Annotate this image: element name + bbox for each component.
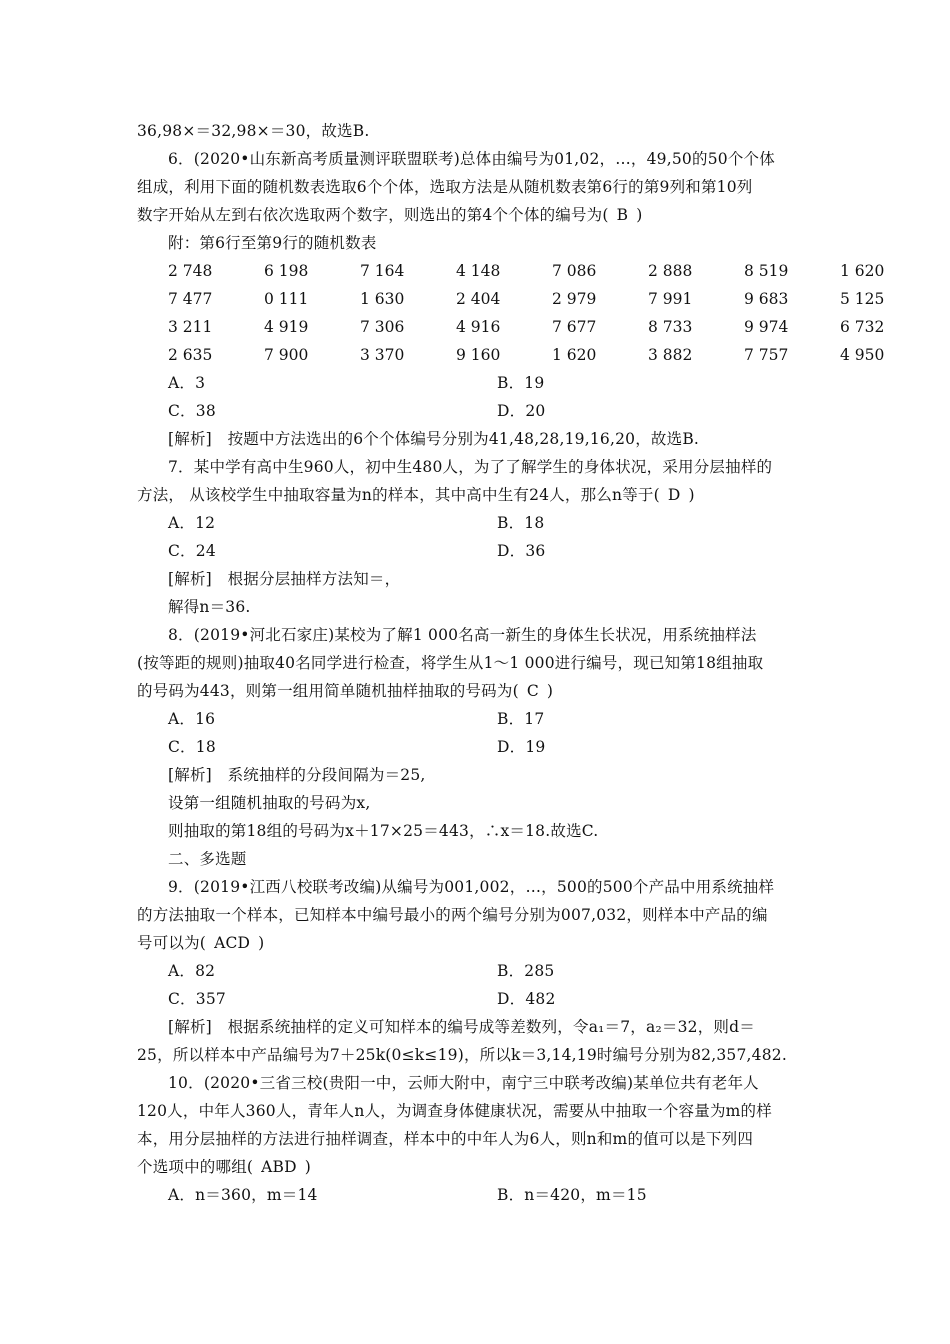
paren-close: ) — [258, 934, 265, 952]
table-cell: 7 900 — [264, 346, 309, 364]
option-d: D．19 — [497, 738, 546, 756]
option-b: B．17 — [497, 710, 545, 728]
option-d: D．482 — [497, 990, 556, 1008]
question-8-line-1: 8．(2019•河北石家庄)某校为了解1 000名高一新生的身体生长状况，用系统抽样法 — [168, 626, 757, 644]
table-cell: 5 125 — [840, 290, 885, 308]
table-cell: 7 477 — [168, 290, 213, 308]
answer-q6: B — [616, 206, 629, 224]
option-a: A．16 — [168, 710, 216, 728]
table-cell: 7 677 — [552, 318, 597, 336]
answer-q10: ABD — [261, 1158, 297, 1176]
question-9-line-3 — [137, 933, 264, 953]
option-c: C．38 — [168, 402, 216, 420]
question-9-line-2: 的方法抽取一个样本，已知样本中编号最小的两个编号分别为007,032，则样本中产品的编 — [137, 906, 768, 924]
option-a: A．82 — [168, 962, 216, 980]
text-line: 36,98×＝32,98×＝30，故选B. — [137, 122, 370, 140]
table-cell: 2 888 — [648, 262, 693, 280]
table-cell: 7 757 — [744, 346, 789, 364]
solution-q7-line-2: 解得n＝36. — [168, 598, 251, 616]
table-cell: 7 306 — [360, 318, 405, 336]
table-cell: 4 919 — [264, 318, 309, 336]
table-cell: 7 164 — [360, 262, 405, 280]
table-cell: 6 732 — [840, 318, 885, 336]
table-cell: 6 198 — [264, 262, 309, 280]
question-10-line-3: 本，用分层抽样的方法进行抽样调查，样本中的中年人为6人，则n和m的值可以是下列四 — [137, 1130, 754, 1148]
option-b: B．19 — [497, 374, 545, 392]
question-8-line-2: (按等距的规则)抽取40名同学进行检查，将学生从1～1 000进行编号，现已知第18组抽取 — [137, 654, 764, 672]
table-cell: 3 882 — [648, 346, 693, 364]
question-6-line-2: 组成，利用下面的随机数表选取6个个体，选取方法是从随机数表第6行的第9列和第10列 — [137, 178, 753, 196]
answer-q7: D — [667, 486, 681, 504]
paren-close: ) — [636, 206, 643, 224]
question-8-line-3 — [137, 681, 553, 701]
solution-q7-line-1: [解析] 根据分层抽样方法知＝， — [168, 570, 401, 588]
table-cell: 9 160 — [456, 346, 501, 364]
table-cell: 3 370 — [360, 346, 405, 364]
table-cell: 1 620 — [840, 262, 885, 280]
table-cell: 1 620 — [552, 346, 597, 364]
option-a: A．n＝360，m＝14 — [168, 1186, 318, 1204]
table-cell: 4 916 — [456, 318, 501, 336]
paren-close: ) — [688, 486, 695, 504]
answer-q8: C — [526, 682, 539, 700]
table-cell: 8 733 — [648, 318, 693, 336]
question-7-text: 方法， 从该校学生中抽取容量为n的样本，其中高中生有24人，那么n等于( — [137, 486, 660, 504]
table-cell: 2 979 — [552, 290, 597, 308]
random-table-row — [168, 261, 936, 281]
question-6-text: 数字开始从左到右依次选取两个数字，则选出的第4个个体的编号为( — [137, 206, 609, 224]
option-d: D．20 — [497, 402, 546, 420]
random-table-row — [168, 317, 936, 337]
random-table-row — [168, 289, 936, 309]
option-c: C．18 — [168, 738, 216, 756]
section-heading: 二、多选题 — [168, 850, 247, 868]
random-table-row — [168, 345, 936, 365]
question-7-line-1: 7．某中学有高中生960人，初中生480人，为了了解学生的身体状况，采用分层抽样的 — [168, 458, 773, 476]
question-9-line-1: 9．(2019•江西八校联考改编)从编号为001,002，…，500的500个产品中用系统抽样 — [168, 878, 775, 896]
table-cell: 4 950 — [840, 346, 885, 364]
option-b: B．n＝420，m＝15 — [497, 1186, 647, 1204]
option-c: C．357 — [168, 990, 226, 1008]
solution-q9-line-1: [解析] 根据系统抽样的定义可知样本的编号成等差数列，令a₁＝7，a₂＝32，则d＝ — [168, 1018, 755, 1036]
question-6-line-3 — [137, 205, 642, 225]
option-b: B．18 — [497, 514, 545, 532]
solution-q8-line-3: 则抽取的第18组的号码为x＋17×25＝443，∴x＝18.故选C. — [168, 822, 599, 840]
question-8-text: 的号码为443，则第一组用简单随机抽样抽取的号码为( — [137, 682, 519, 700]
table-cell: 2 404 — [456, 290, 501, 308]
question-10-line-1: 10．(2020•三省三校(贵阳一中，云师大附中，南宁三中联考改编)某单位共有老年人 — [168, 1074, 759, 1092]
table-cell: 3 211 — [168, 318, 213, 336]
solution-q9-line-2: 25，所以样本中产品编号为7＋25k(0≤k≤19)，所以k＝3,14,19时编号分别为82,357,482. — [137, 1046, 787, 1064]
option-a: A．12 — [168, 514, 216, 532]
answer-q9: ACD — [214, 934, 251, 952]
question-10-line-4 — [137, 1157, 311, 1177]
paren-close: ) — [304, 1158, 312, 1176]
question-9-text: 号可以为( — [137, 934, 207, 952]
option-b: B．285 — [497, 962, 555, 980]
option-c: C．24 — [168, 542, 216, 560]
question-6-line-1: 6．(2020•山东新高考质量测评联盟联考)总体由编号为01,02，…，49,50的50个个体 — [168, 150, 775, 168]
table-cell: 7 086 — [552, 262, 597, 280]
solution-q8-line-1: [解析] 系统抽样的分段间隔为＝25, — [168, 766, 426, 784]
question-10-text: 个选项中的哪组( — [137, 1158, 254, 1176]
table-cell: 8 519 — [744, 262, 789, 280]
solution-q8-line-2: 设第一组随机抽取的号码为x, — [168, 794, 371, 812]
table-note: 附：第6行至第9行的随机数表 — [168, 234, 377, 252]
table-cell: 4 148 — [456, 262, 501, 280]
table-cell: 7 991 — [648, 290, 693, 308]
table-cell: 1 630 — [360, 290, 405, 308]
table-cell: 9 974 — [744, 318, 789, 336]
option-a: A．3 — [168, 374, 206, 392]
table-cell: 0 111 — [264, 290, 309, 308]
table-cell: 9 683 — [744, 290, 789, 308]
option-d: D．36 — [497, 542, 546, 560]
table-cell: 2 635 — [168, 346, 213, 364]
question-10-line-2: 120人，中年人360人，青年人n人，为调查身体健康状况，需要从中抽取一个容量为m的样 — [137, 1102, 772, 1120]
table-cell: 2 748 — [168, 262, 213, 280]
question-7-line-2 — [137, 485, 695, 505]
solution-q6: [解析] 按题中方法选出的6个个体编号分别为41,48,28,19,16,20，故选B. — [168, 430, 700, 448]
paren-close: ) — [546, 682, 554, 700]
